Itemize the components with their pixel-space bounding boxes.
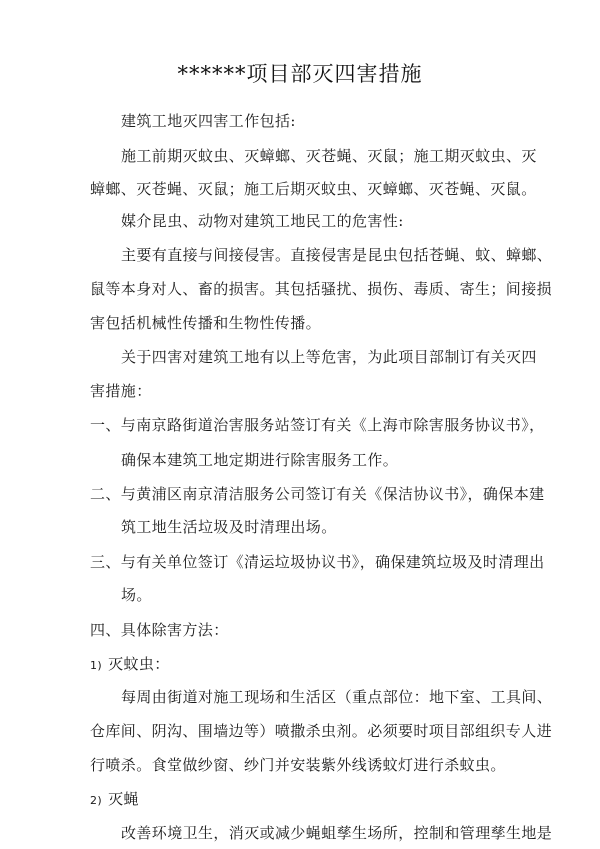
- paragraph-line: 施工前期灭蚊虫、灭蟑螂、灭苍蝇、灭鼠；施工期灭蚊虫、灭: [121, 147, 537, 165]
- paragraph-line: 关于四害对建筑工地有以上等危害，为此项目部制订有关灭四: [121, 348, 537, 366]
- paragraph-line: 建筑工地灭四害工作包括:: [121, 112, 296, 130]
- list-item-line: 场。: [121, 586, 152, 604]
- paragraph-line: 媒介昆虫、动物对建筑工地民工的危害性:: [121, 212, 404, 230]
- paragraph-line: 蟑螂、灭苍蝇、灭鼠；施工后期灭蚊虫、灭蟑螂、灭苍蝇、灭鼠。: [90, 180, 537, 198]
- paragraph-line: 害措施：: [90, 382, 152, 400]
- subheading-label: 灭蚊虫：: [108, 655, 170, 673]
- document-title: ******项目部灭四害措施: [177, 62, 423, 86]
- list-item-line: 确保本建筑工地定期进行除害服务工作。: [121, 451, 399, 469]
- paragraph-line: 每周由街道对施工现场和生活区（重点部位：地下室、工具间、: [121, 688, 553, 706]
- paragraph-line: 主要有直接与间接侵害。直接侵害是昆虫包括苍蝇、蚊、蟑螂、: [121, 246, 553, 264]
- subheading-number: 2): [90, 794, 103, 807]
- list-item-line: 四、具体除害方法：: [90, 621, 229, 639]
- paragraph-line: 仓库间、阴沟、围墙边等）喷撒杀虫剂。必须要时项目部组织专人进: [90, 722, 553, 740]
- list-item-line: 一、与南京路街道治害服务站签订有关《上海市除害服务协议书》，: [90, 416, 545, 434]
- subheading-fly: [90, 789, 139, 811]
- subheading-label: 灭蝇: [108, 790, 139, 808]
- paragraph-line: 改善环境卫生，消灭或减少蝇蛆孳生场所，控制和管理孳生地是: [121, 824, 553, 842]
- subheading-mosquito: [90, 654, 170, 676]
- paragraph-line: 行喷杀。食堂做纱窗、纱门并安装紫外线诱蚊灯进行杀蚊虫。: [90, 756, 506, 774]
- list-item-line: 三、与有关单位签订《清运垃圾协议书》，确保建筑垃圾及时清理出: [90, 553, 545, 571]
- paragraph-line: 害包括机械性传播和生物性传播。: [90, 314, 322, 332]
- list-item-line: 二、与黄浦区南京清洁服务公司签订有关《保洁协议书》，确保本建: [90, 485, 545, 503]
- paragraph-line: 鼠等本身对人、畜的损害。其包括骚扰、损伤、毒质、寄生；间接损: [90, 280, 553, 298]
- subheading-number: 1): [90, 659, 103, 672]
- list-item-line: 筑工地生活垃圾及时清理出场。: [121, 518, 337, 536]
